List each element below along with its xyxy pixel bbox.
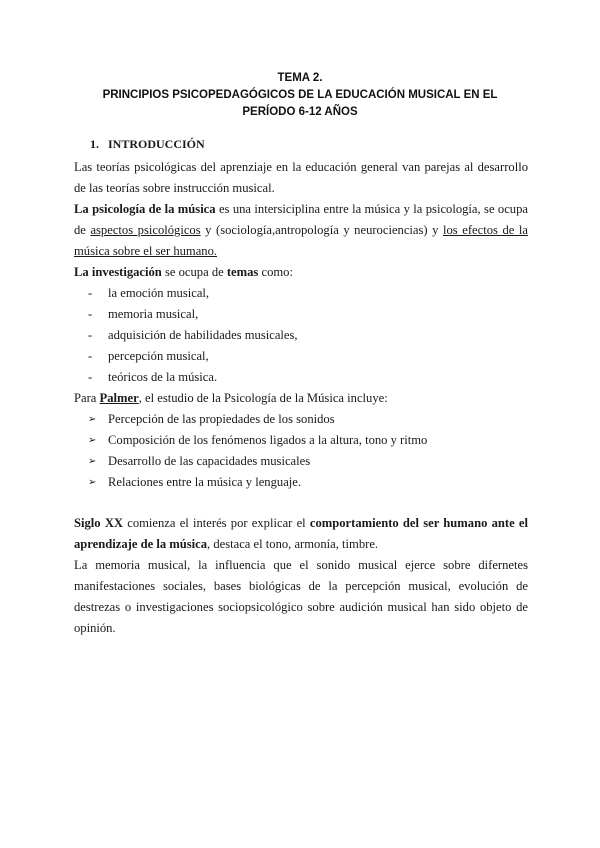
title-line-3: PERÍODO 6-12 AÑOS	[242, 106, 358, 118]
underlined-psychological-aspects: aspectos psicológicos	[90, 223, 201, 237]
paragraph-intro: Las teorías psicológicas del aprenziaje en la educación general van parejas al desarrollo de las teorías sobre instrucción musical.	[74, 160, 528, 195]
bold-underlined-palmer: Palmer	[99, 391, 139, 405]
arrow-marker-icon: ➢	[88, 435, 97, 446]
list-item	[88, 346, 528, 367]
paragraph-psychology	[74, 199, 528, 262]
arrow-marker-icon: ➢	[88, 456, 97, 467]
text-span: se ocupa de	[161, 265, 227, 279]
list-item	[88, 409, 528, 430]
list-item-text: Desarrollo de las capacidades musicales	[108, 454, 311, 468]
document-title	[60, 70, 540, 121]
section-title: INTRODUCCIÓN	[108, 137, 205, 151]
text-span: como:	[258, 265, 293, 279]
bold-term-psychology: La psicología de la música	[74, 202, 216, 216]
dash-marker: -	[88, 328, 93, 342]
arrow-marker-icon: ➢	[88, 414, 97, 425]
list-item	[88, 325, 528, 346]
paragraph-research	[74, 262, 528, 283]
dash-marker: -	[88, 349, 93, 363]
text-span: , el estudio de la Psicología de la Música incluye:	[138, 391, 388, 405]
paragraph-twentieth-century	[74, 513, 528, 555]
list-item	[88, 304, 528, 325]
section-number: 1.	[90, 137, 99, 151]
bold-term-topics: temas	[226, 265, 259, 279]
title-line-1: TEMA 2.	[277, 72, 323, 84]
text-span: , destaca el tono, armonía, timbre.	[207, 537, 379, 551]
list-item-text: memoria musical,	[108, 307, 199, 321]
section-heading	[90, 134, 528, 155]
list-item-text: adquisición de habilidades musicales,	[108, 328, 298, 342]
dash-marker: -	[88, 307, 93, 321]
text-span: comienza el interés por explicar el	[123, 516, 310, 530]
text-span: y (sociología,antropología y neurociencias) y	[200, 223, 443, 237]
list-item-text: percepción musical,	[108, 349, 209, 363]
bold-term-century: Siglo XX	[74, 516, 124, 530]
text-span: Para	[74, 391, 100, 405]
list-item	[88, 451, 528, 472]
list-item-text: la emoción musical,	[108, 286, 210, 300]
list-item	[88, 472, 528, 493]
document-body	[74, 134, 528, 639]
bold-term-research: La investigación	[74, 265, 162, 279]
list-item	[88, 367, 528, 388]
dash-marker: -	[88, 370, 93, 384]
text-span: es una intersiciplina entre la música y la psicología, se ocupa de	[74, 202, 528, 237]
paragraph-memory: La memoria musical, la influencia que el sonido musical ejerce sobre difernetes manifestaciones sociales, bases biológicas de la percepción musical, evolución de destrezas o investigaciones sociopsicológico sobre audición musical han sido objeto de opinión.	[74, 558, 528, 635]
palmer-list	[74, 409, 528, 493]
arrow-marker-icon: ➢	[88, 477, 97, 488]
paragraph-palmer	[74, 388, 528, 409]
list-item-text: Percepción de las propiedades de los sonidos	[108, 412, 335, 426]
list-item	[88, 430, 528, 451]
dash-marker: -	[88, 286, 93, 300]
paragraph-spacer	[74, 493, 528, 513]
list-item-text: teóricos de la música.	[108, 370, 218, 384]
bold-term-behaviour: comportamiento del ser humano ante el aprendizaje de la música	[74, 516, 529, 551]
title-line-2: PRINCIPIOS PSICOPEDAGÓGICOS DE LA EDUCACIÓN MUSICAL EN EL	[102, 89, 498, 101]
list-item-text: Composición de los fenómenos ligados a la altura, tono y ritmo	[108, 433, 428, 447]
list-item	[88, 283, 528, 304]
list-item-text: Relaciones entre la música y lenguaje.	[108, 475, 302, 489]
topics-list	[74, 283, 528, 388]
underlined-music-effects: los efectos de la música sobre el ser humano.	[74, 223, 528, 258]
